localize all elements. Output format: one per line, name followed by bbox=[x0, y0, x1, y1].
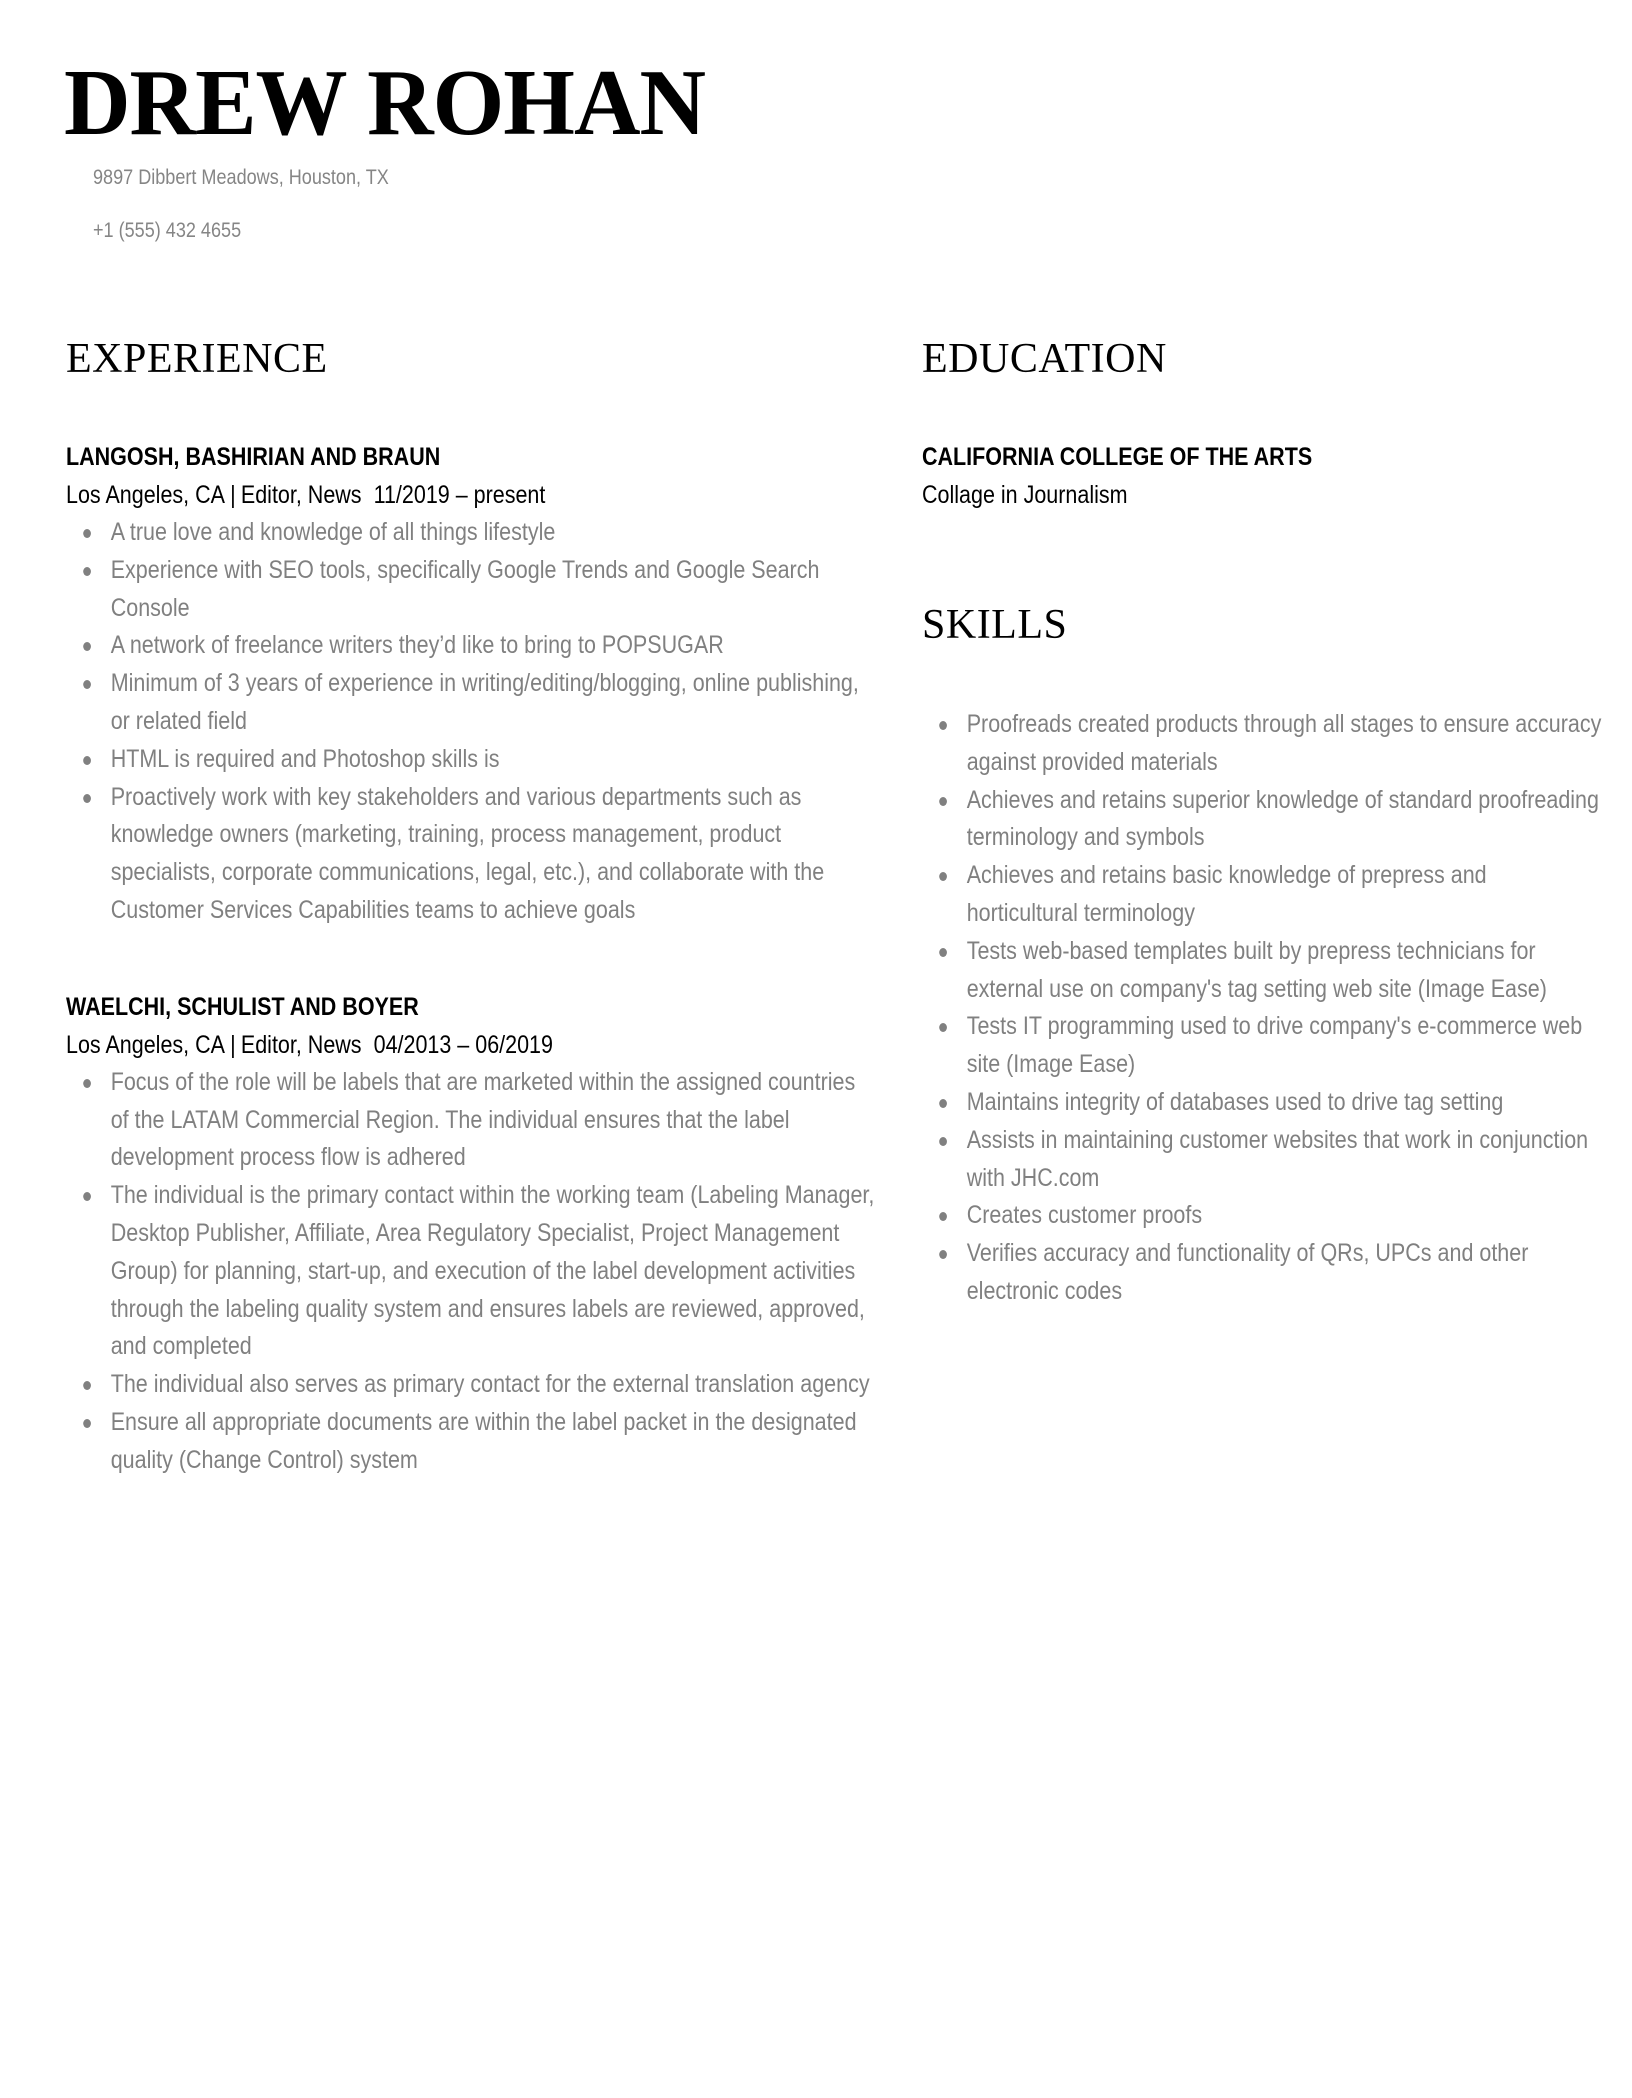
job-company: LANGOSH, BASHIRIAN AND BRAUN bbox=[66, 443, 441, 471]
bullet-text: Achieves and retains superior knowledge of standard proofreading terminology and symbols bbox=[966, 785, 1599, 852]
bullet-dot-icon bbox=[939, 1250, 947, 1259]
bullet-dot-icon bbox=[83, 1192, 91, 1201]
bullet-item bbox=[111, 779, 875, 930]
bullet-item bbox=[111, 514, 875, 552]
bullet-dot-icon bbox=[83, 529, 91, 538]
bullet-item bbox=[111, 1177, 875, 1366]
bullet-item bbox=[111, 741, 875, 779]
bullet-item bbox=[111, 552, 875, 628]
job-bullets bbox=[66, 514, 874, 930]
bullet-text: Minimum of 3 years of experience in writing/editing/blogging, online publishing, or related field bbox=[110, 669, 859, 735]
job-bullets bbox=[66, 1064, 874, 1480]
bullet-dot-icon bbox=[939, 1137, 947, 1146]
bullet-item bbox=[967, 1084, 1602, 1122]
job-entry bbox=[66, 988, 874, 1480]
bullet-text: Proactively work with key stakeholders and various departments such as knowledge owners (marketing, training, process management, product specialists, corporate communications, legal, etc.), and collaborate with the Customer Services Capabilities teams to achieve goals bbox=[110, 782, 825, 924]
bullet-dot-icon bbox=[83, 1419, 91, 1428]
skills-content bbox=[922, 706, 1601, 1311]
experience-content bbox=[66, 438, 874, 1480]
bullet-dot-icon bbox=[939, 948, 947, 957]
job-location: Los Angeles, CA bbox=[66, 1030, 225, 1059]
bullet-dot-icon bbox=[83, 642, 91, 651]
bullet-text: A true love and knowledge of all things lifestyle bbox=[110, 518, 556, 546]
bullet-dot-icon bbox=[83, 567, 91, 576]
bullet-item bbox=[967, 1008, 1602, 1084]
bullet-text: The individual is the primary contact within the working team (Labeling Manager, Desktop Publisher, Affiliate, Area Regulatory Specialist, Project Management Group) for planning, start-up, and execution of the label development activities through the labeling quality system and ensures labels are reviewed, approved, and completed bbox=[110, 1181, 875, 1361]
bullet-text: A network of freelance writers they’d like to bring to POPSUGAR bbox=[110, 631, 724, 660]
bullet-item bbox=[967, 706, 1602, 782]
bullet-item bbox=[111, 1366, 875, 1404]
bullet-dot-icon bbox=[939, 872, 947, 881]
bullet-text: Ensure all appropriate documents are within the label packet in the designated quality (Change Control) system bbox=[110, 1407, 857, 1474]
bullet-dot-icon bbox=[939, 797, 947, 806]
bullet-dot-icon bbox=[83, 756, 91, 765]
bullet-item bbox=[967, 1197, 1602, 1235]
bullet-dot-icon bbox=[939, 721, 947, 730]
contact-phone: +1 (555) 432 4655 bbox=[93, 219, 242, 242]
education-entry bbox=[922, 438, 1601, 514]
bullet-text: Achieves and retains basic knowledge of prepress and horticultural terminology bbox=[966, 861, 1487, 927]
job-dates: 04/2013 – 06/2019 bbox=[373, 1030, 553, 1059]
job-company: WAELCHI, SCHULIST AND BOYER bbox=[66, 992, 419, 1021]
skills-heading: SKILLS bbox=[922, 602, 1068, 648]
education-heading: EDUCATION bbox=[922, 336, 1167, 382]
candidate-name: DREW ROHAN bbox=[64, 51, 706, 155]
bullet-text: Verifies accuracy and functionality of QRs, UPCs and other electronic codes bbox=[966, 1239, 1529, 1305]
skills-list bbox=[922, 706, 1601, 1311]
bullet-text: Tests IT programming used to drive company's e-commerce web site (Image Ease) bbox=[966, 1012, 1583, 1079]
job-entry bbox=[66, 438, 874, 930]
bullet-item bbox=[967, 782, 1602, 858]
bullet-item bbox=[111, 665, 875, 741]
bullet-dot-icon bbox=[83, 794, 91, 803]
bullet-text: Experience with SEO tools, specifically Google Trends and Google Search Console bbox=[110, 555, 820, 622]
bullet-text: HTML is required and Photoshop skills is bbox=[110, 744, 500, 773]
bullet-dot-icon bbox=[83, 1079, 91, 1088]
bullet-item bbox=[967, 933, 1602, 1009]
bullet-dot-icon bbox=[83, 680, 91, 689]
experience-heading: EXPERIENCE bbox=[66, 336, 328, 382]
bullet-dot-icon bbox=[939, 1023, 947, 1032]
bullet-item bbox=[967, 1235, 1602, 1311]
bullet-item bbox=[967, 857, 1602, 933]
job-meta bbox=[66, 476, 874, 514]
bullet-text: Tests web-based templates built by prepress technicians for external use on company's tag setting web site (Image Ease) bbox=[966, 936, 1547, 1003]
bullet-text: Maintains integrity of databases used to drive tag setting bbox=[966, 1087, 1504, 1116]
education-section bbox=[922, 336, 1602, 514]
bullet-item bbox=[111, 1404, 875, 1480]
education-degree: Collage in Journalism bbox=[922, 481, 1128, 509]
right-column bbox=[922, 336, 1602, 1311]
bullet-item bbox=[111, 627, 875, 665]
job-meta bbox=[66, 1026, 874, 1064]
job-location: Los Angeles, CA bbox=[66, 481, 225, 509]
bullet-text: Proofreads created products through all stages to ensure accuracy against provided materials bbox=[966, 710, 1602, 776]
bullet-item bbox=[967, 1122, 1602, 1198]
bullet-dot-icon bbox=[939, 1212, 947, 1221]
job-dates: 11/2019 – present bbox=[373, 481, 546, 509]
bullet-dot-icon bbox=[939, 1099, 947, 1108]
bullet-item bbox=[111, 1064, 875, 1177]
bullet-text: Assists in maintaining customer websites that work in conjunction with JHC.com bbox=[966, 1125, 1589, 1192]
job-role: Editor, News bbox=[240, 1030, 362, 1059]
experience-section bbox=[66, 336, 886, 1480]
contact-address: 9897 Dibbert Meadows, Houston, TX bbox=[93, 166, 389, 189]
bullet-text: Focus of the role will be labels that are marketed within the assigned countries of the LATAM Commercial Region. The individual ensures that the label development process flow is adhered bbox=[110, 1067, 856, 1172]
bullet-text: Creates customer proofs bbox=[966, 1201, 1203, 1230]
education-school: CALIFORNIA COLLEGE OF THE ARTS bbox=[922, 443, 1313, 471]
bullet-dot-icon bbox=[83, 1381, 91, 1390]
job-separator: | bbox=[230, 481, 236, 509]
job-separator: | bbox=[230, 1030, 236, 1059]
bullet-text: The individual also serves as primary contact for the external translation agency bbox=[110, 1370, 870, 1399]
job-role: Editor, News bbox=[240, 481, 362, 509]
skills-section bbox=[922, 602, 1602, 1311]
